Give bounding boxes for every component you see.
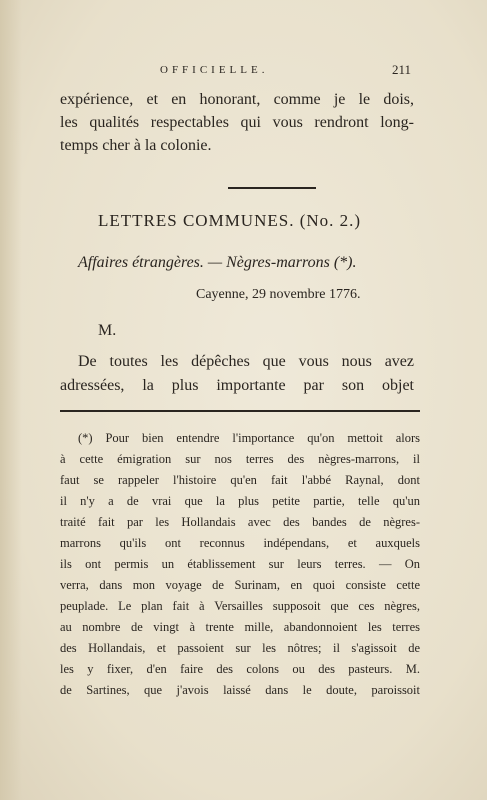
footnote-line: peuplade. Le plan fait à Versailles supposoit que ces nègres,	[60, 599, 420, 613]
footnote-line: des Hollandais, et passoient sur les nôtres; il s'agissoit de	[60, 641, 420, 655]
footnote-line: il n'y a de vrai que la plus petite partie, telle qu'un	[60, 494, 420, 508]
letter-title: LETTRES COMMUNES. (No. 2.)	[98, 211, 362, 230]
text-line: temps cher à la colonie.	[60, 137, 212, 154]
footnote-line: (*) Pour bien entendre l'importance qu'on mettoit alors	[78, 431, 420, 445]
footnote-line: au nombre de vingt à trente mille, abandonnoient les terres	[60, 620, 420, 634]
footnote-line: verra, dans mon voyage de Surinam, en quoi consiste cette	[60, 578, 420, 592]
text-line: De toutes les dépêches que vous nous avez	[78, 353, 414, 370]
footnote-line: de Sartines, que j'avois laissé dans le doute, paroissoit	[60, 683, 420, 697]
footnote-line: ils ont permis un établissement sur leurs terres. — On	[60, 557, 420, 571]
footnote-line: marrons qu'ils ont reconnus indépendans, et auxquels	[60, 536, 420, 550]
text-line: les qualités respectables qui vous rendront long-	[60, 114, 414, 131]
footnote-line: faut se rappeler l'histoire qu'en fait l'abbé Raynal, dont	[60, 473, 420, 487]
footnote-separator	[60, 410, 420, 412]
section-divider	[228, 187, 316, 189]
letter-subject: Affaires étrangères. — Nègres-marrons (*).	[78, 254, 357, 271]
footnote-line: à cette émigration sur nos terres des nègres-marrons, il	[60, 452, 420, 466]
text-line: expérience, et en honorant, comme je le dois,	[60, 91, 414, 108]
place-date: Cayenne, 29 novembre 1776.	[196, 287, 361, 302]
page-number: 211	[392, 62, 412, 77]
text-line: adressées, la plus importante par son objet	[60, 377, 414, 394]
footnote-line: les y fixer, d'en faire des colons ou des pasteurs. M.	[60, 662, 420, 676]
running-head: OFFICIELLE.	[160, 64, 269, 76]
salutation: M.	[98, 322, 117, 339]
footnote-line: traité fait par les Hollandais avec des bandes de nègres-	[60, 515, 420, 529]
page-gutter-shadow	[0, 0, 22, 800]
